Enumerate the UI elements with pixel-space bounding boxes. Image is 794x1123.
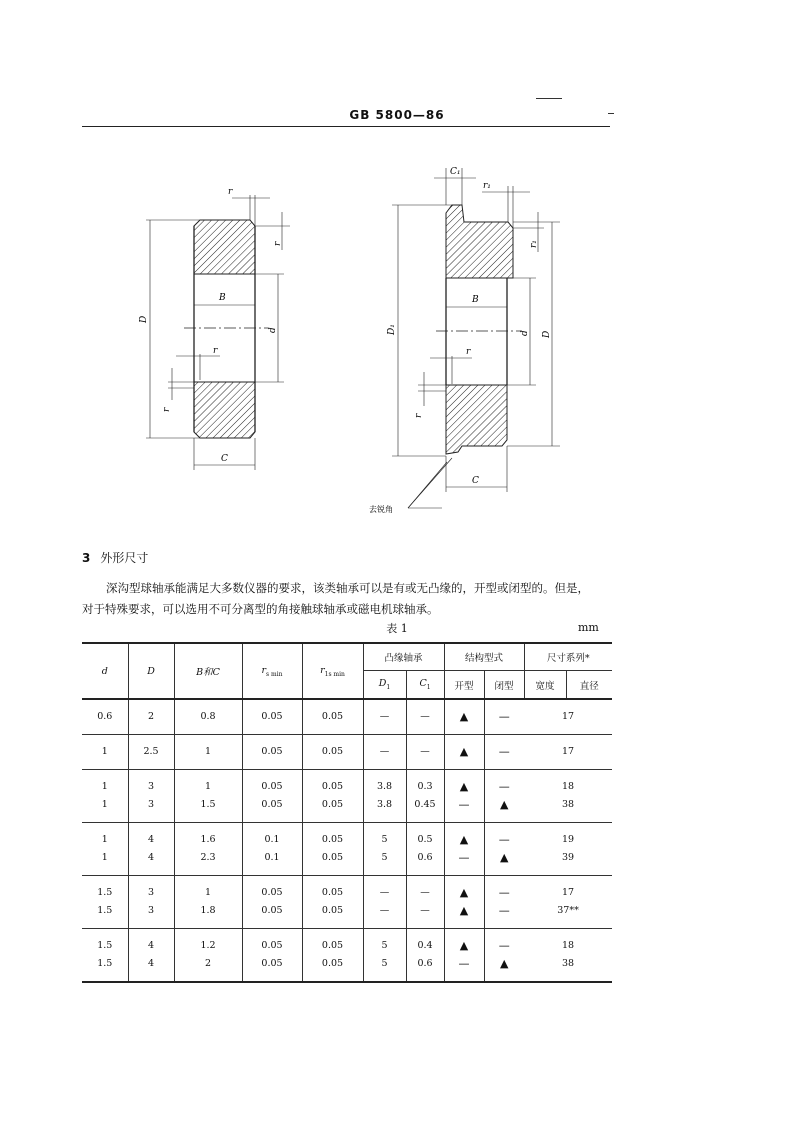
cell-closed: ▲ [500,798,509,811]
cell-series: 38 [561,799,575,810]
table-row [82,823,612,850]
cell-open: ▲ [444,929,484,956]
cell-open: ▲ [444,876,484,903]
label-r1-side: r₁ [529,240,539,248]
cell-D: 4 [128,955,174,982]
table-row [82,902,612,929]
scan-mark [536,98,562,99]
label-r-right-lower: r [466,347,471,357]
label-D1: D₁ [387,324,397,335]
cell-d: 1.5 [82,955,128,982]
table-row [82,770,612,797]
table-unit: mm [578,621,599,634]
cell-d: 1.5 [82,929,128,956]
header-flange: 凸缘轴承 [363,643,444,671]
scan-mark [608,113,614,114]
chamfer-label: 去锐角 [369,505,393,514]
cell-rs: 0.1 [242,849,302,876]
header-rs-min: $r_{s min}$ [242,643,302,699]
label-r-left-lower: r [213,346,218,356]
cell-D1: — [363,876,406,903]
paragraph-line-2: 对于特殊要求，可以选用不可分离型的角接触球轴承或磁电机球轴承。 [82,602,439,616]
cell-D: 3 [128,796,174,823]
cell-BC: 1.5 [174,796,242,823]
cell-rs: 0.05 [242,770,302,797]
cell-D: 3 [128,770,174,797]
cell-d: 1 [82,796,128,823]
label-C-left: C [221,454,228,464]
paragraph-line-1: 深沟型球轴承能满足大多数仪器的要求，该类轴承可以是有或无凸缘的，开型或闭型的。但是， [106,581,589,595]
cell-C1: 0.45 [406,796,444,823]
cell-r1s: 0.05 [302,770,363,797]
header-closed: 闭型 [484,671,524,700]
cell-closed: — [484,770,524,797]
cell-C1: 0.6 [406,849,444,876]
header-B-C: B和C [174,643,242,699]
cell-D: 4 [128,823,174,850]
cell-series: 18 [524,929,612,956]
label-D-right: D [542,330,552,338]
cell-D1: 3.8 [363,770,406,797]
section-number: 3 [82,551,91,565]
header-diameter: 直径 [566,671,612,700]
header-r1s-min: $r_{1s min}$ [302,643,363,699]
cell-open: — [444,796,484,823]
cell-C1: 0.4 [406,929,444,956]
section-title: 外形尺寸 [100,551,149,565]
cell-open: ▲ [444,823,484,850]
cell-closed: — [484,823,524,850]
cell-rs: 0.05 [242,796,302,823]
page-header-code: GB 5800—86 [349,108,445,122]
cell-series: 39 [561,852,575,863]
cell-rs: 0.05 [242,699,302,735]
cell-d: 0.6 [82,699,128,735]
cell-D1: — [363,902,406,929]
cell-d: 1 [82,823,128,850]
cell-C1: 0.5 [406,823,444,850]
cell-open: ▲ [444,770,484,797]
dimension-table [82,642,612,983]
cell-r1s: 0.05 [302,955,363,982]
label-d-right: d [520,330,530,336]
label-B-right: B [472,295,479,305]
cell-D: 2 [128,699,174,735]
cell-series: 19 [524,823,612,850]
cell-C1: 0.3 [406,770,444,797]
cell-D1: 3.8 [363,796,406,823]
table-row [82,796,612,823]
header-open: 开型 [444,671,484,700]
cell-BC: 0.8 [174,699,242,735]
cell-r1s: 0.05 [302,735,363,770]
label-r-left-bottom: r [162,407,172,412]
cell-D: 4 [128,929,174,956]
label-C1: C₁ [450,167,461,177]
cell-open: ▲ [444,902,484,929]
cell-rs: 0.05 [242,955,302,982]
cell-BC: 2.3 [174,849,242,876]
cell-closed: ▲ [500,851,509,864]
label-B-left: B [219,293,226,303]
cell-series: 17 [524,876,612,903]
cell-series: 17 [524,699,612,735]
header-d: d [82,643,128,699]
cell-r1s: 0.05 [302,699,363,735]
cell-rs: 0.1 [242,823,302,850]
cell-r1s: 0.05 [302,849,363,876]
cell-r1s: 0.05 [302,796,363,823]
table-row [82,955,612,982]
cell-series: 17 [524,735,612,770]
label-r-left-top: r [228,187,233,197]
cell-BC: 1 [174,876,242,903]
header-D1: $D_1$ [363,671,406,700]
cell-r1s: 0.05 [302,823,363,850]
cell-closed: ▲ [484,955,524,982]
cell-closed: — [484,929,524,956]
table-caption: 表 1 [386,622,408,635]
table-row [82,929,612,956]
cell-C1: 0.6 [406,955,444,982]
bearing-drawing [0,150,794,520]
cell-closed: — [498,904,510,917]
cell-r1s: 0.05 [302,876,363,903]
cell-r1s: 0.05 [302,929,363,956]
table-row [82,876,612,903]
cell-d: 1 [82,849,128,876]
cell-rs: 0.05 [242,902,302,929]
cell-D1: — [363,699,406,735]
cell-closed: — [484,876,524,903]
header-rule [82,126,610,127]
cell-rs: 0.05 [242,876,302,903]
cell-C1: — [406,699,444,735]
label-d-left: d [268,327,278,333]
cell-open: ▲ [444,699,484,735]
cell-BC: 1 [174,735,242,770]
cell-BC: 1.8 [174,902,242,929]
cell-series: 18 [524,770,612,797]
cell-D: 4 [128,849,174,876]
cell-C1: — [406,735,444,770]
cell-D1: 5 [363,955,406,982]
cell-BC: 1 [174,770,242,797]
label-r-right-bottom: r [414,413,424,418]
table-row [82,849,612,876]
cell-BC: 1.6 [174,823,242,850]
cell-D1: 5 [363,849,406,876]
cell-series: 37** [557,905,579,916]
cell-rs: 0.05 [242,929,302,956]
cell-D1: — [363,735,406,770]
header-structure: 结构型式 [444,643,524,671]
cell-closed: — [484,735,524,770]
cell-C1: — [406,902,444,929]
cell-open: ▲ [444,735,484,770]
table-row [82,735,612,770]
table-body [82,699,612,982]
cell-D: 3 [128,876,174,903]
cell-open: — [444,955,484,982]
cell-D: 2.5 [128,735,174,770]
cell-closed: — [484,699,524,735]
label-r1-top: r₁ [483,181,491,191]
cell-D1: 5 [363,823,406,850]
cell-open: — [444,849,484,876]
header-D: D [128,643,174,699]
cell-BC: 2 [174,955,242,982]
cell-BC: 1.2 [174,929,242,956]
header-series: 尺寸系列* [524,643,612,671]
cell-d: 1 [82,735,128,770]
cell-D1: 5 [363,929,406,956]
cell-C1: — [406,876,444,903]
header-C1: $C_1$ [406,671,444,700]
label-C-right: C [472,476,479,486]
right-bearing-section [392,168,560,508]
body-paragraph [82,578,612,620]
cell-d: 1 [82,770,128,797]
cell-d: 1.5 [82,876,128,903]
cell-d: 1.5 [82,902,128,929]
header-width: 宽度 [524,671,566,700]
cell-series: 38 [524,955,612,982]
cell-D: 3 [128,902,174,929]
table-row [82,699,612,735]
cell-rs: 0.05 [242,735,302,770]
cell-r1s: 0.05 [302,902,363,929]
label-D-left: D [139,315,149,323]
section-heading [82,549,148,566]
label-r-left-side: r [273,241,283,246]
